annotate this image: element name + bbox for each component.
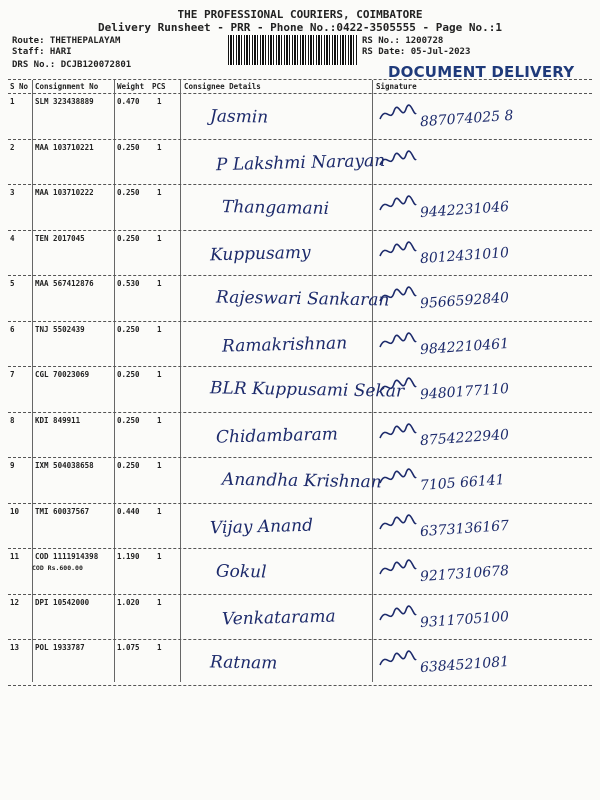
row-sno: 2	[10, 142, 15, 152]
consignee-name: Anandha Krishnan	[221, 469, 382, 493]
signature-scribble	[378, 422, 418, 444]
header-rule	[8, 93, 592, 94]
row-weight: 0.440	[117, 506, 140, 516]
row-sno: 11	[10, 552, 20, 561]
row-rule	[8, 366, 592, 367]
row-sno: 10	[10, 506, 20, 516]
col-divider	[114, 80, 115, 682]
row-sno: 5	[10, 279, 15, 288]
row-consignment-no: MAA 567412876	[35, 279, 94, 288]
row-consignment-no: POL 1933787	[35, 643, 85, 652]
row-rule	[8, 594, 592, 595]
row-pcs: 1	[157, 461, 162, 470]
row-sno: 12	[10, 597, 20, 607]
signature-scribble	[378, 604, 418, 626]
row-rule	[8, 457, 592, 458]
row-weight: 0.470	[117, 97, 140, 106]
signature-scribble	[378, 285, 418, 307]
consignee-name: BLR Kuppusami Sekar	[209, 378, 405, 402]
row-pcs: 1	[157, 552, 162, 561]
signature-scribble	[378, 331, 418, 353]
row-rule	[8, 321, 592, 322]
row-pcs: 1	[157, 188, 162, 197]
row-weight: 1.075	[117, 643, 140, 652]
consignee-name: Gokul	[215, 561, 267, 583]
row-pcs: 1	[157, 324, 162, 334]
row-sno: 6	[10, 324, 15, 334]
row-rule	[8, 230, 592, 231]
signature-scribble	[378, 376, 418, 398]
consignee-phone: 9480177110	[419, 380, 510, 404]
row-pcs: 1	[157, 97, 162, 106]
signature-scribble	[378, 558, 418, 580]
consignee-phone: 6384521081	[419, 653, 510, 677]
row-consignment-no: KDI 849911	[35, 415, 81, 425]
rs-number: RS No.: 1200728	[362, 36, 444, 46]
consignee-phone: 7105 66141	[419, 472, 506, 494]
row-cod-amount: COD Rs.600.00	[32, 564, 83, 572]
consignee-name: Rajeswari Sankaran	[215, 287, 390, 311]
consignee-phone: 9217310678	[419, 562, 510, 586]
consignee-name: Venkatarama	[221, 606, 336, 629]
row-consignment-no: COD 1111914398	[35, 552, 99, 561]
row-pcs: 1	[157, 415, 162, 425]
row-pcs: 1	[157, 370, 162, 379]
row-pcs: 1	[157, 233, 162, 243]
row-weight: 0.250	[117, 188, 140, 197]
consignee-phone: 9842210461	[419, 335, 510, 358]
consignee-name: Ramakrishnan	[221, 332, 348, 357]
col-header-consignment: Consignment No	[35, 82, 99, 91]
consignee-phone: 887074025 8	[419, 107, 514, 131]
row-weight: 0.250	[117, 415, 140, 425]
col-header-weight: Weight	[117, 82, 145, 91]
row-consignment-no: MAA 103710222	[35, 188, 94, 197]
row-sno: 4	[10, 233, 15, 243]
consignee-phone: 9311705100	[419, 608, 510, 631]
runsheet-title: THE PROFESSIONAL COURIERS, COIMBATORE	[177, 8, 423, 21]
consignee-phone: 8754222940	[419, 426, 510, 449]
row-rule	[8, 685, 592, 686]
consignee-phone: 8012431010	[419, 244, 510, 267]
document-delivery-stamp: DOCUMENT DELIVERY	[388, 63, 575, 81]
row-weight: 1.020	[117, 597, 140, 607]
table-top-rule	[8, 79, 592, 80]
consignee-phone: 9566592840	[419, 289, 510, 313]
row-weight: 0.250	[117, 370, 140, 379]
signature-scribble	[378, 649, 418, 671]
row-rule	[8, 639, 592, 640]
staff-label: Staff: HARI	[12, 47, 72, 57]
row-sno: 7	[10, 370, 15, 379]
row-sno: 3	[10, 188, 15, 197]
row-consignment-no: IXM 504038658	[35, 461, 94, 470]
runsheet-subtitle: Delivery Runsheet - PRR - Phone No.:0422-3505555 - Page No.:1	[98, 21, 502, 34]
col-header-consignee: Consignee Details	[184, 82, 261, 91]
rs-date: RS Date: 05-Jul-2023	[362, 47, 471, 57]
barcode	[228, 35, 358, 65]
row-sno: 8	[10, 415, 15, 425]
row-pcs: 1	[157, 279, 162, 288]
row-pcs: 1	[157, 506, 162, 516]
row-sno: 1	[10, 97, 15, 106]
row-weight: 0.250	[117, 324, 140, 334]
col-header-sno: S No	[10, 82, 29, 91]
col-header-signature: Signature	[376, 82, 417, 91]
consignee-name: Jasmin	[209, 106, 269, 128]
row-consignment-no: CGL 70023069	[35, 370, 90, 379]
consignee-name: Thangamani	[221, 197, 330, 219]
consignee-name: Chidambaram	[215, 423, 339, 448]
signature-scribble	[378, 513, 418, 535]
row-pcs: 1	[157, 643, 162, 652]
col-divider	[32, 80, 33, 682]
consignee-name: Vijay Anand	[209, 515, 314, 538]
consignee-name: Ratnam	[209, 652, 278, 674]
row-rule	[8, 184, 592, 185]
signature-scribble	[378, 103, 418, 125]
row-sno: 9	[10, 461, 15, 470]
consignee-phone: 9442231046	[419, 198, 510, 222]
drs-number: DRS No.: DCJB120072801	[12, 60, 132, 70]
signature-scribble	[378, 467, 418, 489]
route-label: Route: THETHEPALAYAM	[12, 36, 121, 46]
row-pcs: 1	[157, 142, 162, 152]
row-consignment-no: TNJ 5502439	[35, 324, 85, 334]
row-rule	[8, 503, 592, 504]
row-consignment-no: SLM 323438889	[35, 97, 94, 106]
row-consignment-no: TMI 60037567	[35, 506, 90, 516]
col-header-pcs: PCS	[152, 82, 166, 91]
signature-scribble	[378, 194, 418, 216]
col-divider	[180, 80, 181, 682]
row-rule	[8, 139, 592, 140]
consignee-name: Kuppusamy	[209, 242, 311, 265]
row-weight: 0.250	[117, 461, 140, 470]
row-consignment-no: TEN 2017045	[35, 233, 85, 243]
row-consignment-no: MAA 103710221	[35, 142, 94, 152]
consignee-name: P Lakshmi Narayan	[215, 150, 386, 175]
row-rule	[8, 275, 592, 276]
row-weight: 1.190	[117, 552, 140, 561]
row-sno: 13	[10, 643, 20, 652]
row-weight: 0.250	[117, 142, 140, 152]
signature-scribble	[378, 240, 418, 262]
row-weight: 0.530	[117, 279, 140, 288]
row-rule	[8, 412, 592, 413]
row-consignment-no: DPI 10542000	[35, 597, 90, 607]
consignee-phone: 6373136167	[419, 517, 510, 540]
row-pcs: 1	[157, 597, 162, 607]
row-weight: 0.250	[117, 233, 140, 243]
signature-scribble	[378, 149, 418, 171]
row-rule	[8, 548, 592, 549]
